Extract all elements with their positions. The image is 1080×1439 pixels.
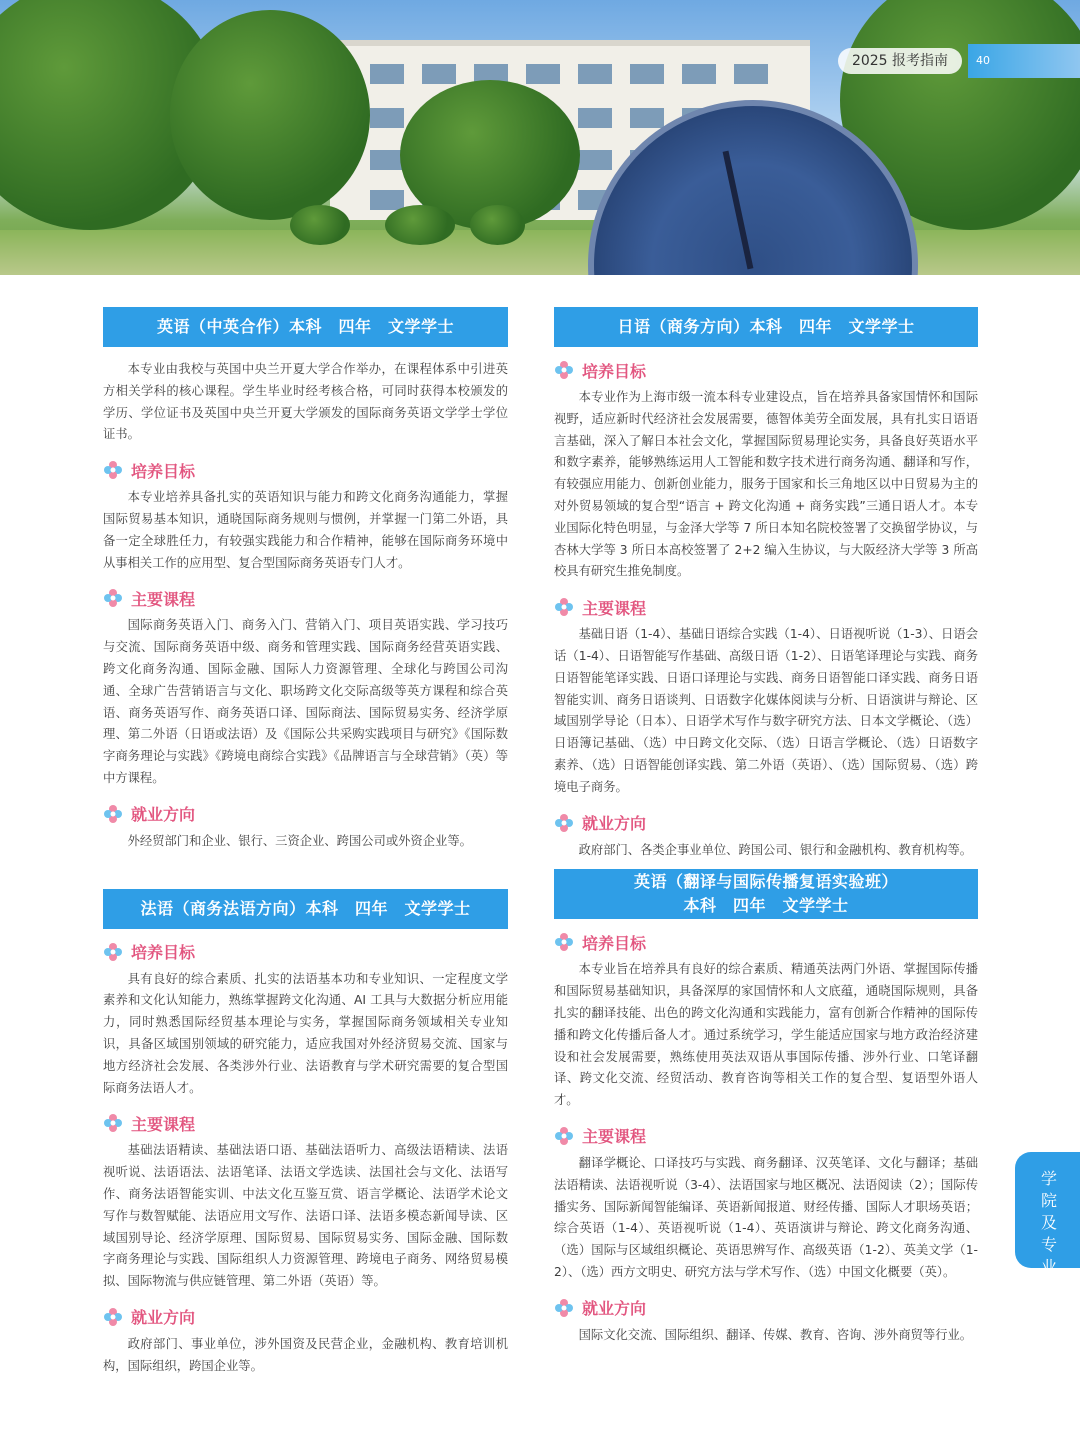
lawn: [0, 230, 1080, 275]
page-number: 40: [968, 44, 1080, 78]
section-heading: [103, 803, 508, 825]
section-heading: [554, 1125, 978, 1147]
section-body: 外经贸部门和企业、银行、三资企业、跨国公司或外资企业等。: [127, 833, 472, 848]
heading-text: 培养目标: [131, 461, 196, 481]
flower-icon: [554, 597, 574, 617]
heading-text: 培养目标: [131, 943, 196, 963]
flower-icon: [554, 1126, 574, 1146]
heading-text: 培养目标: [582, 361, 647, 381]
flower-icon: [554, 360, 574, 380]
section-body: 政府部门、各类企事业单位、跨国公司、银行和金融机构、教育机构等。: [578, 842, 973, 857]
side-tab-char: 专: [1040, 1235, 1059, 1254]
section-body: 基础法语精读、基础法语口语、基础法语听力、高级法语精读、法语视听说、法语语法、法语笔译、法语文学选读、法国社会与文化、法语写作、商务法语智能实训、中法文化互鉴互赏、语言学概论、法语学术论文写作与数智赋能、法语应用文写作、法语口译、法语多模态新闻导读、区域国别导论、经济学原理、国际贸易、国际贸易实务、国际金融、国际数字商务理论与实践、国际组织人力资源管理、跨境电子商务、网络贸易模拟、国际物流与供应链管理、第二外语（英语）等。: [103, 1143, 508, 1289]
flower-icon: [554, 932, 574, 952]
section-body: 国际商务英语入门、商务入门、营销入门、项目英语实践、学习技巧与交流、国际商务英语中级、商务和管理实践、国际商务经营英语实践、跨文化商务沟通、国际金融、国际人力资源管理、全球化与跨国公司沟通、全球广告营销语言与文化、职场跨文化交际高级等英方课程和综合英语、商务英语写作、商务英语口译、国际商法、国际贸易实务、经济学原理、第二外语（日语或法语）及《国际公共采购实践项目与研究》《国际数字商务理论与实践》《跨境电商综合实践》《品牌语言与全球营销》（英）等中方课程。: [103, 618, 508, 785]
section-heading: [103, 1306, 508, 1328]
flower-icon: [103, 588, 123, 608]
program-intro: 本专业由我校与英国中央兰开夏大学合作举办，在课程体系中引进英方相关学科的核心课程。学生毕业时经考核合格，可同时获得本校颁发的学历、学位证书及英国中央兰开夏大学颁发的国际商务英语文学学士学位证书。: [103, 362, 508, 442]
section-body: 本专业作为上海市级一流本科专业建设点，旨在培养具备家国情怀和国际视野，适应新时代经济社会发展需要，德智体美劳全面发展，具有扎实日语语言基础，深入了解日本社会文化，掌握国际贸易理论实务，具备良好英语水平和数字素养，能够熟练运用人工智能和数字技术进行商务沟通、翻译和写作，有较强应用能力、创新创业能力，服务于国家和长三角地区以中日贸易为主的对外贸易领域的复合型“语言 + 跨文化沟通 + 商务实践”三通日语人才。本专业国际化特色明显，与金泽大学等 7 所日本知名院校签署了交换留学协议，与杏林大学等 3 所日本高校签署了 2+2 编入生协议，与大阪经济大学等 3 所高校具有研究生推免制度。: [554, 390, 978, 579]
flower-icon: [103, 804, 123, 824]
section-body: 翻译学概论、口译技巧与实践、商务翻译、汉英笔译、文化与翻译；基础法语精读、法语视听说（3-4）、法语国家与地区概况、法语阅读（2）；国际传播实务、国际新闻智能编译、英语新闻报道、财经传播、国际人才职场英语；综合英语（1-4）、英语视听说（1-4）、英语演讲与辩论、跨文化商务沟通、（选）国际与区域组织概论、英语思辨写作、高级英语（1-2）、英美文学（1-2）、（选）西方文明史、研究方法与学术写作、（选）中国文化概要（英）。: [554, 1155, 978, 1279]
flower-icon: [103, 1113, 123, 1133]
section-body: 具有良好的综合素质、扎实的法语基本功和专业知识、一定程度文学素养和文化认知能力，熟练掌握跨文化沟通、AI 工具与大数据分析应用能力，同时熟悉国际经贸基本理论与实务，掌握国际商务领域相关专业知识，具备区域国别领域的研究能力，适应我国对外经济贸易交流、国家与地方经济社会发展、各类涉外行业、法语教育与学术研究需要的复合型国际商务法语人才。: [103, 971, 508, 1095]
section-heading: [103, 1112, 508, 1134]
window-row: [370, 64, 780, 84]
side-tab-char: 学: [1040, 1169, 1059, 1188]
heading-text: 就业方向: [582, 814, 647, 834]
heading-text: 主要课程: [131, 1114, 196, 1134]
flower-icon: [103, 460, 123, 480]
program-title-line2: 本科 四年 文学学士: [683, 896, 849, 916]
heading-text: 就业方向: [131, 1308, 196, 1328]
section-body: 国际文化交流、国际组织、翻译、传媒、教育、咨询、涉外商贸等行业。: [578, 1327, 973, 1342]
section-heading: [554, 931, 978, 953]
program-title-bar: [554, 869, 978, 919]
section-heading: [554, 1297, 978, 1319]
section-body: 本专业培养具备扎实的英语知识与能力和跨文化商务沟通能力，掌握国际贸易基本知识，通晓国际商务规则与惯例，并掌握一门第二外语，具备一定全球胜任力，有较强实践能力和合作精神，能够在国际商务环境中从事相关工作的应用型、复合型国际商务英语专门人才。: [103, 490, 508, 570]
side-tab-char: 及: [1040, 1213, 1059, 1232]
side-tab-char: 院: [1040, 1191, 1059, 1210]
section-heading: [554, 812, 978, 834]
flower-icon: [554, 813, 574, 833]
program-title: 英语（中英合作）本科 四年 文学学士: [156, 317, 454, 336]
section-body: 政府部门、事业单位，涉外国资及民营企业，金融机构、教育培训机构，国际组织，跨国企业等。: [103, 1336, 508, 1373]
header-photo: [0, 0, 1080, 275]
left-column: [103, 307, 508, 1378]
guide-label: 2025 报考指南: [838, 48, 962, 74]
program-title: 日语（商务方向）本科 四年 文学学士: [617, 317, 915, 336]
heading-text: 主要课程: [582, 1127, 647, 1147]
section-body: 本专业旨在培养具有良好的综合素质、精通英法两门外语、掌握国际传播和国际贸易基础知识，具备深厚的家国情怀和人文底蕴，通晓国际规则，具备扎实的翻译技能、出色的跨文化沟通和实践能力，富有创新合作精神的国际传播和跨文化传播后备人才。通过系统学习，学生能适应国家与地方政治经济建设和社会发展需要，熟练使用英法双语从事国际传播、涉外行业、口笔译翻译、跨文化交流、经贸活动、教育咨询等相关工作的复合型、复语型外语人才。: [554, 962, 978, 1108]
program-title-bar: [554, 307, 978, 347]
section-heading: [554, 596, 978, 618]
program-title-bar: [103, 889, 508, 929]
heading-text: 培养目标: [582, 933, 647, 953]
shrub: [385, 205, 455, 245]
section-heading: [103, 941, 508, 963]
section-heading: [103, 459, 508, 481]
right-column: [554, 307, 978, 1347]
program-title-bar: [103, 307, 508, 347]
flower-icon: [103, 1307, 123, 1327]
side-tab: [1015, 1152, 1080, 1276]
program-title: 法语（商务法语方向）本科 四年 文学学士: [140, 898, 471, 918]
section-body: 基础日语（1-4）、基础日语综合实践（1-4）、日语视听说（1-3）、日语会话（1-4）、日语智能写作基础、高级日语（1-2）、日语笔译理论与实践、商务日语智能笔译实践、日语口译理论与实践、商务日语智能口译实践、商务日语智能实训、商务日语谈判、日语数字化媒体阅读与分析、日语演讲与辩论、区域国别学导论（日本）、日语学术写作与数字研究方法、日本文学概论、（选）日语簿记基础、（选）中日跨文化交际、（选）日语言学概论、（选）日语数字素养、（选）日语智能创译实践、第二外语（英语）、（选）国际贸易、（选）跨境电子商务。: [554, 627, 978, 794]
section-heading: [103, 587, 508, 609]
heading-text: 就业方向: [582, 1299, 647, 1319]
heading-text: 主要课程: [582, 598, 647, 618]
shrub: [290, 205, 350, 245]
flower-icon: [554, 1298, 574, 1318]
tree: [170, 10, 370, 220]
flower-icon: [103, 942, 123, 962]
side-tab-char: 业: [1040, 1257, 1059, 1276]
section-heading: [554, 359, 978, 381]
shrub: [470, 205, 525, 245]
heading-text: 主要课程: [131, 589, 196, 609]
heading-text: 就业方向: [131, 805, 196, 825]
program-title-line1: 英语（翻译与国际传播复语实验班）: [633, 872, 898, 892]
